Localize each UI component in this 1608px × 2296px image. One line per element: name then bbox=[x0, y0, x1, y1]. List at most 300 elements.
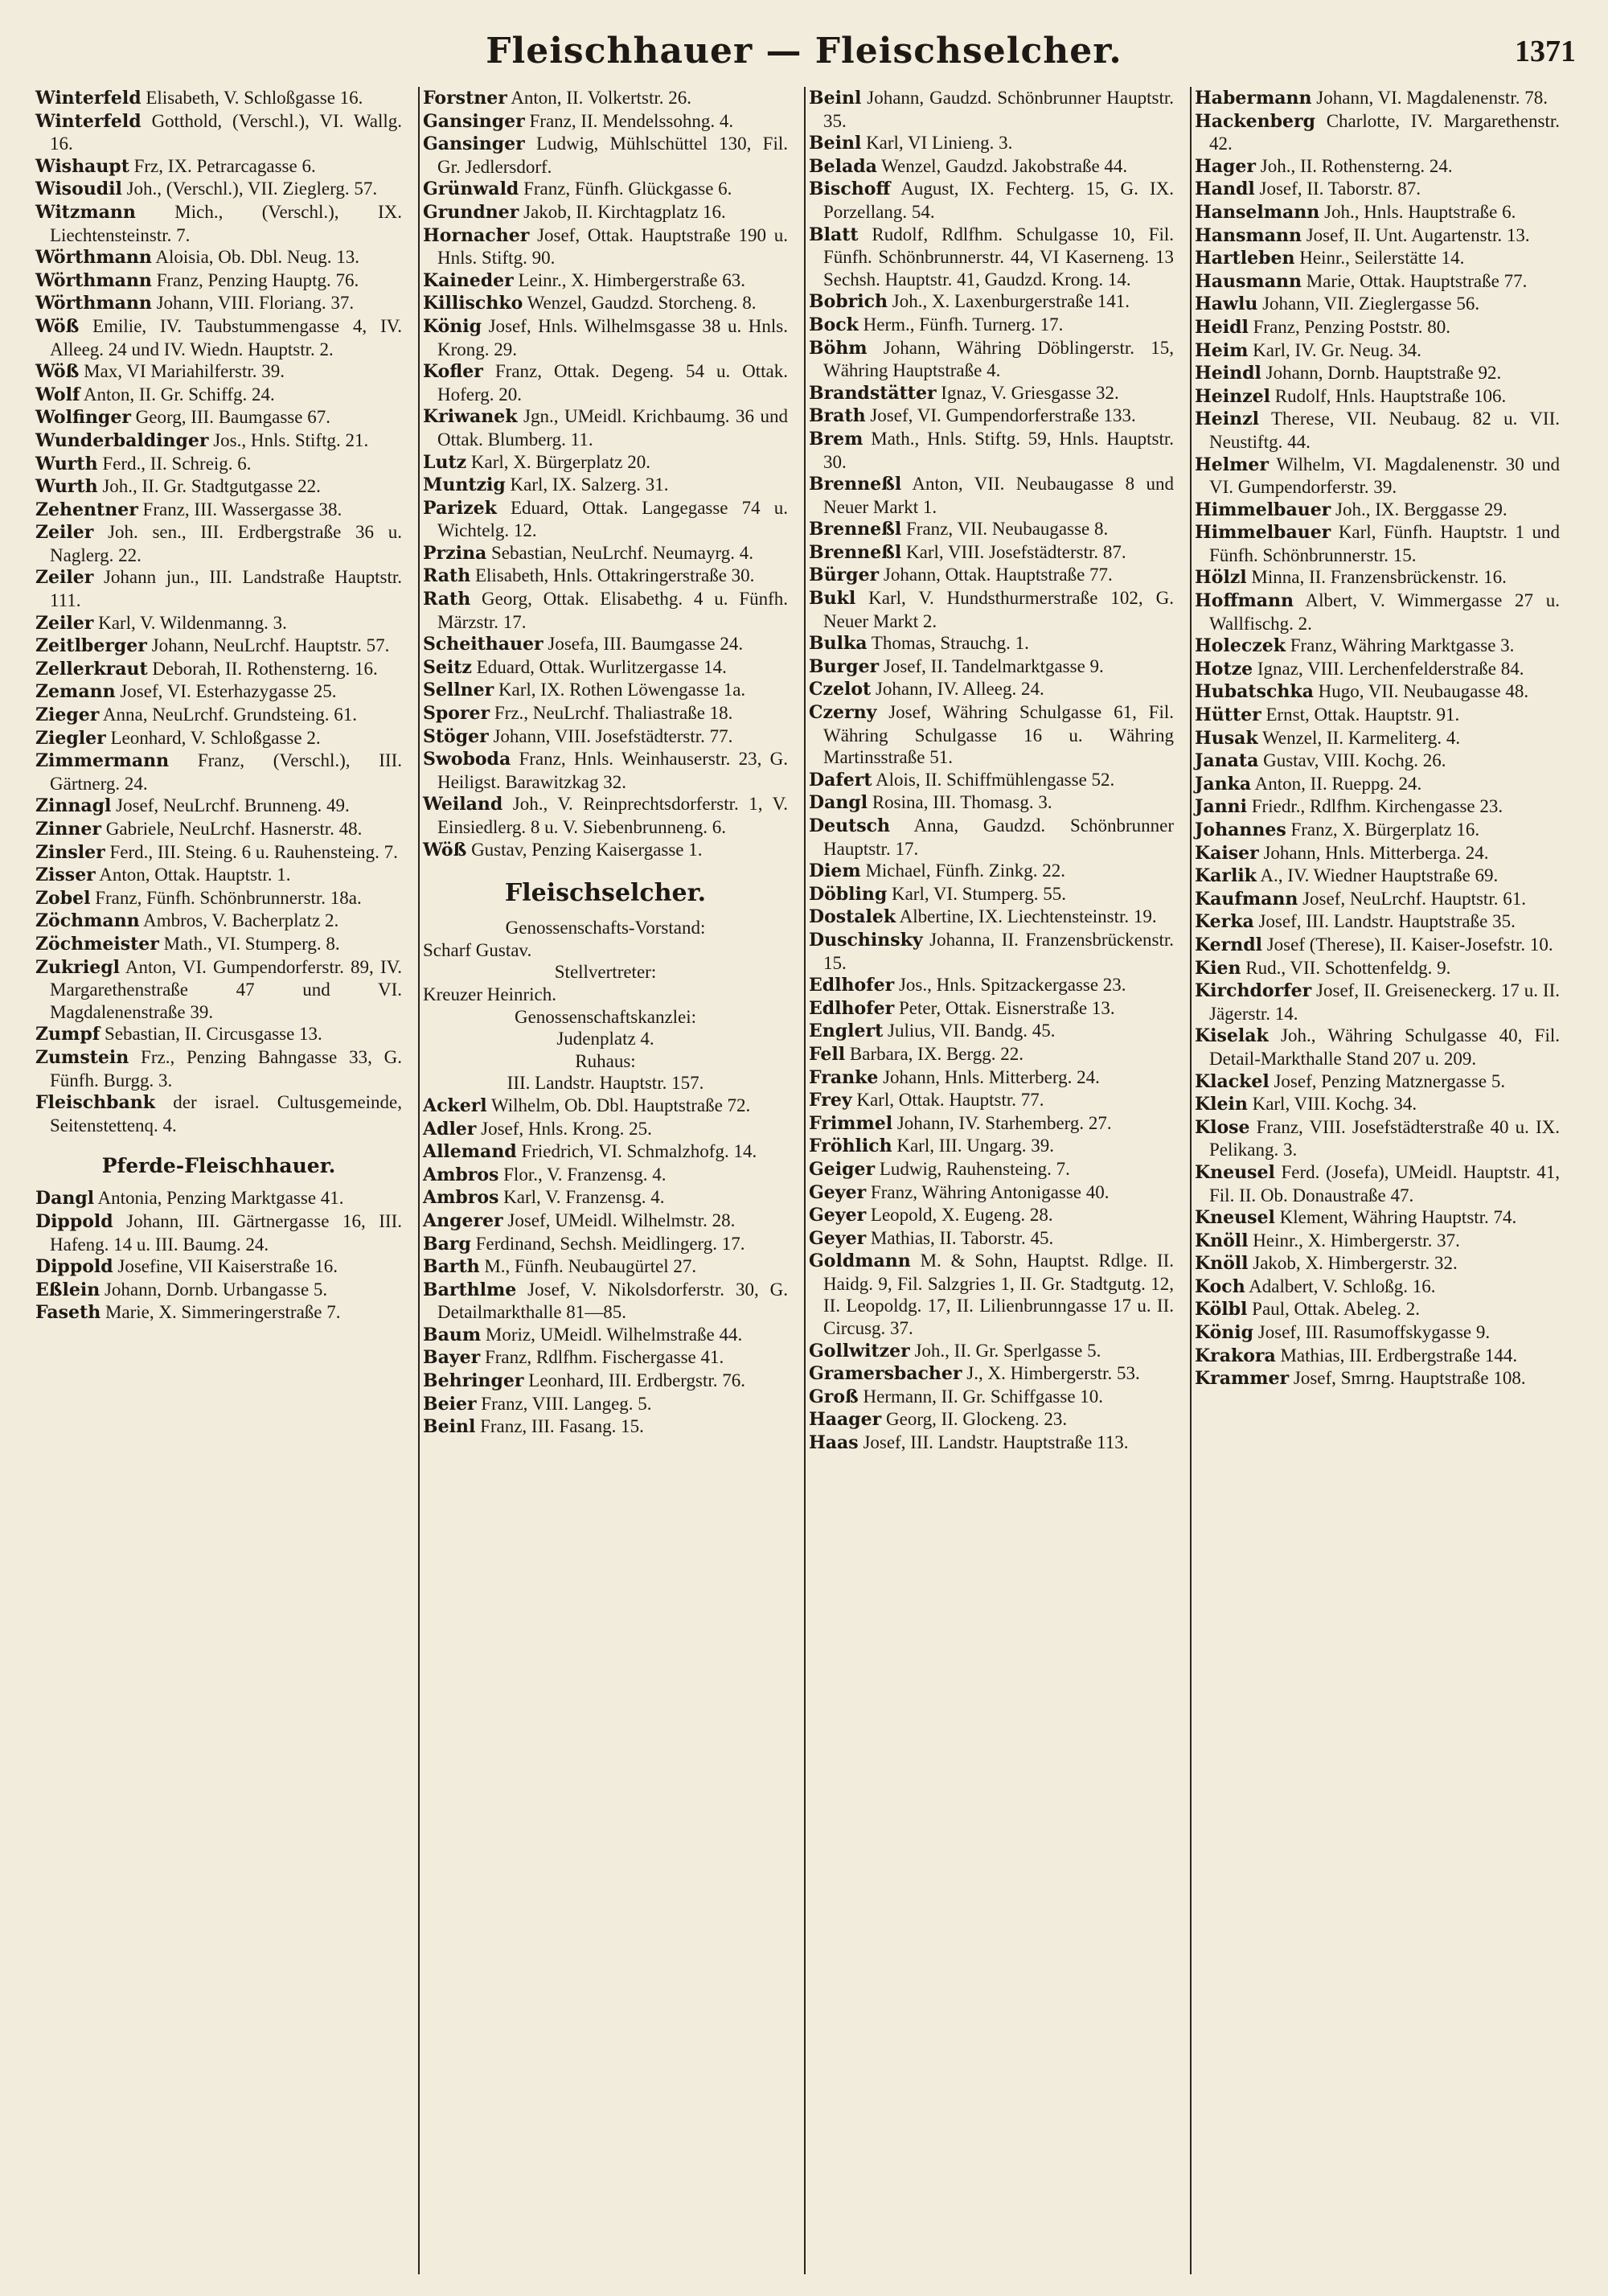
directory-entry bbox=[423, 1233, 788, 1256]
entry-name: Klackel bbox=[1195, 1070, 1270, 1092]
entry-address: Friedrich, VI. Schmalzhofg. 14. bbox=[516, 1141, 757, 1162]
entry-address: Karl, VIII. Kochg. 34. bbox=[1247, 1094, 1417, 1115]
entry-address: Anton, Ottak. Hauptstr. 1. bbox=[95, 865, 291, 885]
entry-name: Hotze bbox=[1195, 658, 1253, 680]
entry-address: Jos., Hnls. Stiftg. 21. bbox=[208, 429, 369, 450]
directory-entry bbox=[423, 1346, 788, 1370]
entry-name: Kaineder bbox=[423, 269, 514, 291]
directory-entry bbox=[35, 453, 402, 476]
entry-name: Wörthmann bbox=[35, 247, 152, 269]
directory-entry bbox=[809, 1020, 1174, 1043]
column-3 bbox=[804, 87, 1182, 2274]
entry-address: Sebastian, NeuLrchf. Neumayrg. 4. bbox=[486, 542, 753, 563]
entry-address: Mich., (Verschl.), IX. Liechtensteinstr. 7. bbox=[50, 201, 402, 245]
entry-name: Kaufmann bbox=[1195, 888, 1298, 910]
entry-address: Ferd., II. Schreig. 6. bbox=[97, 453, 252, 474]
entry-name: Himmelbauer bbox=[1195, 522, 1331, 544]
entry-name: Habermann bbox=[1195, 88, 1312, 109]
directory-entry bbox=[809, 1431, 1174, 1455]
entry-address: Friedr., Rdlfhm. Kirchengasse 23. bbox=[1247, 796, 1503, 817]
directory-entry bbox=[35, 315, 402, 360]
directory-entry bbox=[35, 1301, 402, 1325]
entry-name: Kerndl bbox=[1195, 934, 1262, 955]
entry-address: Antonia, Penzing Marktgasse 41. bbox=[94, 1188, 344, 1209]
entry-name: Gramersbacher bbox=[809, 1363, 962, 1385]
entry-address: Thomas, Strauchg. 1. bbox=[867, 633, 1029, 654]
entry-name: Kirchdorfer bbox=[1195, 980, 1312, 1002]
directory-entry bbox=[1195, 1345, 1560, 1368]
directory-entry bbox=[1195, 727, 1560, 750]
directory-entry bbox=[809, 155, 1174, 179]
entry-name: König bbox=[423, 315, 482, 337]
entry-address: Joh., (Verschl.), VII. Zieglerg. 57. bbox=[121, 179, 378, 199]
directory-entry bbox=[35, 499, 402, 522]
entry-name: Zeiler bbox=[35, 567, 94, 589]
directory-entry bbox=[809, 791, 1174, 815]
directory-entry bbox=[423, 725, 788, 749]
directory-entry bbox=[809, 564, 1174, 587]
entry-address: Karl, IX. Rothen Löwengasse 1a. bbox=[494, 680, 746, 700]
directory-entry bbox=[423, 497, 788, 542]
board-label: Genossenschafts-Vorstand: bbox=[505, 918, 706, 939]
directory-entry bbox=[35, 406, 402, 429]
page-number: 1371 bbox=[1515, 35, 1576, 68]
directory-entry bbox=[809, 290, 1174, 314]
directory-entry bbox=[809, 815, 1174, 860]
entry-address: Johann, VII. Zieglergasse 56. bbox=[1257, 294, 1480, 314]
directory-entry bbox=[809, 382, 1174, 405]
entry-address: Johann, VI. Magdalenenstr. 78. bbox=[1311, 88, 1548, 108]
entry-name: Hackenberg bbox=[1195, 110, 1316, 132]
entry-address: Johann, VIII. Floriang. 37. bbox=[151, 293, 355, 314]
entry-address: Rudolf, Rdlfhm. Schulgasse 10, Fil. Fünfh. Schönbrunnerstr. 44, VI Kaserneng. 13 Sechsh. Hauptstr. 41, Gaudzd. Krong. 14. bbox=[823, 224, 1174, 290]
hall-label: Ruhaus: bbox=[575, 1050, 636, 1071]
entry-address: August, IX. Fechterg. 15, G. IX. Porzellang. 54. bbox=[823, 179, 1174, 222]
directory-entry bbox=[35, 635, 402, 658]
directory-entry bbox=[1195, 293, 1560, 316]
directory-entry bbox=[35, 429, 402, 453]
entry-name: Dippold bbox=[35, 1256, 113, 1278]
entry-name: Wurth bbox=[35, 476, 98, 498]
entry-address: Albertine, IX. Liechtensteinstr. 19. bbox=[896, 906, 1157, 927]
directory-entry bbox=[35, 658, 402, 681]
directory-entry bbox=[423, 315, 788, 360]
entry-name: Brenneßl bbox=[809, 474, 902, 495]
entry-name: Przina bbox=[423, 542, 487, 564]
entry-address: Charlotte, IV. Margarethenstr. 42. bbox=[1209, 110, 1560, 154]
directory-entry bbox=[809, 1043, 1174, 1066]
directory-entry bbox=[1195, 454, 1560, 499]
entry-name: Knöll bbox=[1195, 1253, 1249, 1275]
entry-name: Böhm bbox=[809, 337, 868, 359]
entry-name: Heim bbox=[1195, 339, 1249, 361]
entry-name: Deutsch bbox=[809, 815, 891, 836]
entry-address: Wenzel, Gaudzd. Storcheng. 8. bbox=[523, 293, 757, 314]
entry-name: Bulka bbox=[809, 633, 868, 655]
entry-name: Kiselak bbox=[1195, 1025, 1269, 1047]
entry-name: Angerer bbox=[423, 1210, 503, 1231]
entry-name: Kien bbox=[1195, 957, 1241, 979]
entry-address: Ferd. (Josefa), UMeidl. Hauptstr. 41, Fil. II. Ob. Donaustraße 47. bbox=[1209, 1161, 1560, 1206]
directory-entry bbox=[1195, 1070, 1560, 1094]
entry-address: Franz, X. Bürgerplatz 16. bbox=[1286, 819, 1480, 840]
entry-address: Joh., Hnls. Hauptstraße 6. bbox=[1319, 201, 1516, 222]
entry-name: Behringer bbox=[423, 1370, 524, 1392]
entry-name: Weiland bbox=[423, 794, 503, 815]
entry-address: Josef, II. Unt. Augartenstr. 13. bbox=[1301, 224, 1530, 245]
entry-address: Josef, VI. Esterhazygasse 25. bbox=[115, 681, 337, 702]
entry-address: Therese, VII. Neubaug. 82 u. VII. Neustiftg. 44. bbox=[1209, 409, 1560, 452]
directory-entry bbox=[423, 633, 788, 656]
entry-name: Dangl bbox=[35, 1188, 95, 1210]
entry-address: Franz, III. Wassergasse 38. bbox=[137, 499, 343, 520]
directory-entry bbox=[809, 337, 1174, 382]
directory-entry bbox=[1195, 1275, 1560, 1299]
directory-entry bbox=[35, 933, 402, 956]
entry-name: Witzmann bbox=[35, 201, 136, 223]
entry-address: Johann, Hnls. Mitterberga. 24. bbox=[1258, 842, 1489, 863]
entry-name: Swoboda bbox=[423, 749, 511, 770]
entry-name: Franke bbox=[809, 1066, 879, 1088]
directory-entry bbox=[1195, 1252, 1560, 1275]
entry-address: Karl, V. Franzensg. 4. bbox=[498, 1187, 665, 1208]
entry-name: Geyer bbox=[809, 1205, 867, 1226]
entry-name: Janni bbox=[1195, 796, 1248, 818]
entry-name: Zellerkraut bbox=[35, 658, 148, 680]
entry-address: Franz, Penzing Poststr. 80. bbox=[1248, 316, 1450, 337]
entry-address: Sebastian, II. Circusgasse 13. bbox=[100, 1024, 322, 1045]
entry-address: Anna, Gaudzd. Schönbrunner Hauptstr. 17. bbox=[823, 815, 1174, 859]
directory-entry bbox=[35, 680, 402, 704]
directory-entry bbox=[1195, 155, 1560, 179]
entry-address: Barbara, IX. Bergg. 22. bbox=[845, 1043, 1023, 1064]
entry-name: Wöß bbox=[423, 839, 467, 860]
entry-name: Koch bbox=[1195, 1275, 1245, 1297]
directory-entry bbox=[35, 1091, 402, 1136]
entry-address: Peter, Ottak. Eisnerstraße 13. bbox=[894, 997, 1115, 1018]
directory-entry bbox=[423, 656, 788, 680]
entry-name: Brandstätter bbox=[809, 382, 937, 404]
entry-address: Marie, X. Simmeringerstraße 7. bbox=[100, 1302, 341, 1323]
entry-name: Gansinger bbox=[423, 110, 525, 132]
entry-name: Winterfeld bbox=[35, 110, 142, 132]
directory-entry bbox=[809, 1227, 1174, 1251]
entry-name: Bock bbox=[809, 314, 859, 335]
section-title-fleischselcher: Fleischselcher. bbox=[504, 879, 707, 908]
directory-entry bbox=[1195, 589, 1560, 635]
column-3-entries bbox=[809, 87, 1174, 1455]
entry-name: Hanselmann bbox=[1195, 201, 1320, 223]
entry-name: Bischoff bbox=[809, 179, 891, 200]
entry-address: Josef, II. Tandelmarktgasse 9. bbox=[879, 655, 1104, 676]
entry-address: Moriz, UMeidl. Wilhelmstraße 44. bbox=[481, 1324, 743, 1345]
entry-address: Frz., Penzing Bahngasse 33, G. Fünfh. Burgg. 3. bbox=[50, 1046, 402, 1090]
entry-address: Franz, Penzing Hauptg. 76. bbox=[151, 269, 359, 290]
directory-entry bbox=[1195, 339, 1560, 363]
entry-name: Dippold bbox=[35, 1210, 113, 1232]
column-2-entries bbox=[423, 87, 788, 861]
entry-name: Geyer bbox=[809, 1227, 867, 1249]
directory-entry bbox=[423, 1164, 788, 1187]
office-address: Judenplatz 4. bbox=[556, 1029, 654, 1049]
directory-entry bbox=[423, 1255, 788, 1279]
entry-name: Frimmel bbox=[809, 1112, 893, 1134]
directory-entry bbox=[35, 110, 402, 155]
entry-name: Ambros bbox=[423, 1164, 499, 1185]
directory-entry bbox=[809, 224, 1174, 291]
deputy-label: Stellvertreter: bbox=[554, 962, 657, 983]
entry-name: Bukl bbox=[809, 588, 856, 610]
column-4-entries bbox=[1195, 87, 1560, 1390]
directory-entry bbox=[35, 1023, 402, 1046]
directory-entry bbox=[423, 87, 788, 110]
entry-name: Bobrich bbox=[809, 291, 888, 313]
directory-entry bbox=[809, 87, 1174, 132]
entry-name: Barthlme bbox=[423, 1279, 517, 1300]
entry-address: Karl, Fünfh. Hauptstr. 1 und Fünfh. Schönbrunnerstr. 15. bbox=[1209, 522, 1560, 565]
entry-address: Karl, IX. Salzerg. 31. bbox=[505, 474, 669, 495]
entry-address: Julius, VII. Bandg. 45. bbox=[883, 1021, 1056, 1041]
entry-name: Zimmermann bbox=[35, 750, 170, 772]
entry-address: Anton, II. Rueppg. 24. bbox=[1251, 773, 1422, 794]
entry-address: Hugo, VII. Neubaugasse 48. bbox=[1313, 681, 1529, 702]
entry-address: Josef, NeuLrchf. Hauptstr. 61. bbox=[1298, 888, 1526, 909]
entry-name: Helmer bbox=[1195, 454, 1270, 475]
entry-address: Josef, Penzing Matznergasse 5. bbox=[1269, 1070, 1506, 1091]
entry-address: Josef, Hnls. Krong. 25. bbox=[476, 1118, 652, 1139]
entry-name: Hansmann bbox=[1195, 224, 1302, 246]
directory-entry bbox=[1195, 521, 1560, 566]
directory-entry bbox=[423, 565, 788, 588]
entry-name: Wisoudil bbox=[35, 179, 122, 200]
entry-name: Barg bbox=[423, 1233, 471, 1255]
directory-entry bbox=[35, 566, 402, 611]
directory-entry bbox=[809, 974, 1174, 997]
board-name: Scharf Gustav. bbox=[423, 939, 532, 960]
entry-address: Johann jun., III. Landstraße Hauptstr. 111. bbox=[50, 567, 402, 611]
entry-address: Wilhelm, VI. Magdalenenstr. 30 und VI. Gumpendorferstr. 39. bbox=[1209, 454, 1560, 498]
entry-address: Ludwig, Rauhensteing. 7. bbox=[875, 1158, 1070, 1179]
directory-entry bbox=[1195, 201, 1560, 224]
entry-name: Edlhofer bbox=[809, 975, 895, 996]
entry-name: Klein bbox=[1195, 1094, 1248, 1115]
entry-name: Lutz bbox=[423, 451, 467, 473]
entry-name: Wöß bbox=[35, 315, 80, 337]
entry-address: Johann, Hnls. Mitterberg. 24. bbox=[878, 1066, 1100, 1087]
entry-name: Kriwanek bbox=[423, 406, 518, 428]
entry-address: Joh., II. Rothensterng. 24. bbox=[1256, 155, 1453, 176]
entry-name: Ackerl bbox=[423, 1095, 487, 1116]
directory-entry bbox=[809, 906, 1174, 929]
entry-name: Kerka bbox=[1195, 911, 1254, 933]
directory-entry bbox=[1195, 1206, 1560, 1230]
entry-name: Heindl bbox=[1195, 363, 1261, 384]
entry-name: Belada bbox=[809, 155, 877, 177]
entry-name: Ziegler bbox=[35, 727, 106, 749]
directory-entry bbox=[809, 678, 1174, 701]
entry-name: Forstner bbox=[423, 88, 507, 109]
entry-address: Karl, VIII. Josefstädterstr. 87. bbox=[901, 541, 1126, 562]
entry-address: Joh. sen., III. Erdbergstraße 36 u. Naglerg. 22. bbox=[50, 522, 402, 565]
entry-address: Franz, III. Fasang. 15. bbox=[475, 1416, 644, 1437]
directory-entry bbox=[809, 178, 1174, 223]
entry-name: Zumstein bbox=[35, 1046, 129, 1068]
entry-name: Heinzel bbox=[1195, 385, 1270, 407]
entry-address: Jakob, II. Kirchtagplatz 16. bbox=[519, 201, 726, 222]
entry-name: Bürger bbox=[809, 565, 880, 586]
entry-address: Josef, Ottak. Hauptstraße 190 u. Hnls. Stiftg. 90. bbox=[437, 224, 788, 269]
directory-entry bbox=[35, 521, 402, 566]
directory-entry bbox=[1195, 499, 1560, 522]
entry-address: Josef, II. Greiseneckerg. 17 u. II. Jägerstr. 14. bbox=[1209, 980, 1560, 1024]
entry-name: Haas bbox=[809, 1432, 859, 1454]
entry-address: Joh., II. Gr. Stadtgutgasse 22. bbox=[97, 476, 321, 497]
entry-name: Döbling bbox=[809, 883, 888, 905]
entry-address: Adalbert, V. Schloßg. 16. bbox=[1245, 1275, 1436, 1296]
entry-name: Rath bbox=[423, 565, 471, 587]
entry-name: Hubatschka bbox=[1195, 681, 1314, 703]
directory-entry bbox=[35, 1046, 402, 1091]
directory-entry bbox=[1195, 635, 1560, 658]
directory-entry bbox=[809, 883, 1174, 906]
directory-entry bbox=[35, 727, 402, 750]
entry-address: Rosina, III. Thomasg. 3. bbox=[868, 792, 1052, 813]
entry-name: Zisser bbox=[35, 865, 96, 886]
entry-name: Kneusel bbox=[1195, 1161, 1275, 1183]
directory-entry bbox=[35, 155, 402, 179]
text-columns bbox=[32, 87, 1576, 2274]
section-title-horse-butchers: Pferde-Fleischhauer. bbox=[101, 1154, 336, 1178]
entry-address: Anton, VII. Neubaugasse 8 und Neuer Markt 1. bbox=[823, 474, 1174, 517]
entry-name: Dostalek bbox=[809, 906, 896, 928]
directory-entry bbox=[809, 1340, 1174, 1363]
entry-address: Rud., VII. Schottenfeldg. 9. bbox=[1241, 957, 1451, 978]
directory-entry bbox=[35, 1255, 402, 1279]
entry-address: Jos., Hnls. Spitzackergasse 23. bbox=[894, 975, 1126, 996]
entry-address: Heinr., Seilerstätte 14. bbox=[1294, 248, 1465, 269]
directory-entry bbox=[809, 1386, 1174, 1409]
entry-name: Knöll bbox=[1195, 1230, 1249, 1251]
entry-name: Janata bbox=[1195, 750, 1259, 772]
directory-entry bbox=[809, 473, 1174, 518]
directory-entry bbox=[1195, 1298, 1560, 1321]
entry-address: Josef, Währing Schulgasse 61, Fil. Währing Schulgasse 16 u. Währing Martinsstraße 51. bbox=[823, 702, 1174, 768]
entry-address: Aloisia, Ob. Dbl. Neug. 13. bbox=[151, 247, 359, 268]
entry-address: Ambros, V. Bacherplatz 2. bbox=[139, 910, 339, 931]
entry-name: Zöchmann bbox=[35, 910, 140, 932]
entry-name: Zöchmeister bbox=[35, 933, 159, 955]
column-1-entries bbox=[35, 87, 402, 1136]
directory-entry bbox=[1195, 865, 1560, 888]
entry-address: Minna, II. Franzensbrückenstr. 16. bbox=[1246, 567, 1507, 588]
page-header bbox=[32, 24, 1576, 88]
directory-entry bbox=[1195, 1321, 1560, 1345]
entry-address: Franz, Rdlfhm. Fischergasse 41. bbox=[480, 1347, 724, 1368]
entry-address: Josef, III. Landstr. Hauptstraße 35. bbox=[1253, 911, 1516, 932]
entry-address: Josef, III. Rasumoffskygasse 9. bbox=[1253, 1322, 1491, 1343]
entry-address: Karl, Ottak. Hauptstr. 77. bbox=[851, 1090, 1044, 1111]
directory-entry bbox=[809, 1089, 1174, 1112]
directory-entry bbox=[1195, 910, 1560, 934]
running-title: Fleischhauer — Fleischselcher. bbox=[486, 31, 1122, 72]
entry-address: Georg, Ottak. Elisabethg. 4 u. Fünfh. Märzstr. 17. bbox=[437, 589, 788, 632]
entry-name: Beinl bbox=[423, 1416, 476, 1438]
entry-address: Paul, Ottak. Abeleg. 2. bbox=[1247, 1299, 1421, 1320]
directory-entry bbox=[423, 702, 788, 725]
directory-entry bbox=[35, 201, 402, 246]
entry-address: Ignaz, V. Griesgasse 32. bbox=[936, 382, 1119, 403]
entry-address: Franz, Währing Antonigasse 40. bbox=[866, 1181, 1110, 1202]
directory-entry bbox=[423, 1186, 788, 1210]
directory-entry bbox=[809, 1112, 1174, 1136]
entry-address: Karl, VI. Stumperg. 55. bbox=[887, 883, 1066, 904]
entry-address: Alois, II. Schiffmühlengasse 52. bbox=[872, 769, 1115, 790]
entry-address: Marie, Ottak. Hauptstraße 77. bbox=[1301, 270, 1528, 291]
entry-name: Kofler bbox=[423, 361, 483, 383]
entry-address: A., IV. Wiedner Hauptstraße 69. bbox=[1256, 865, 1499, 886]
entry-name: Kaiser bbox=[1195, 842, 1259, 864]
entry-name: Krakora bbox=[1195, 1345, 1276, 1366]
entry-name: Zieger bbox=[35, 704, 100, 726]
directory-entry bbox=[809, 1250, 1174, 1339]
entry-name: Karlik bbox=[1195, 865, 1257, 887]
entry-name: Brenneßl bbox=[809, 519, 902, 540]
entry-address: Mathias, III. Erdbergstraße 144. bbox=[1275, 1345, 1518, 1366]
entry-address: Mathias, II. Taborstr. 45. bbox=[866, 1227, 1054, 1248]
entry-address: Albert, V. Wimmergasse 27 u. Wallfischg. 2. bbox=[1209, 590, 1560, 634]
entry-address: Franz, Fünfh. Schönbrunnerstr. 18a. bbox=[90, 887, 362, 908]
directory-entry bbox=[1195, 566, 1560, 589]
entry-address: Gabriele, NeuLrchf. Hasnerstr. 48. bbox=[101, 819, 363, 839]
column-2 bbox=[418, 87, 796, 2274]
entry-name: Kneusel bbox=[1195, 1207, 1275, 1229]
entry-address: Klement, Währing Hauptstr. 74. bbox=[1274, 1207, 1517, 1228]
directory-entry bbox=[35, 750, 402, 795]
entry-address: Jgn., UMeidl. Krichbaumg. 36 und Ottak. Blumberg. 11. bbox=[437, 406, 788, 450]
entry-name: Wörthmann bbox=[35, 269, 152, 291]
entry-name: Gansinger bbox=[423, 133, 525, 155]
directory-entry bbox=[1195, 178, 1560, 201]
entry-address: Ludwig, Mühlschüttel 130, Fil. Gr. Jedlersdorf. bbox=[437, 133, 788, 177]
directory-entry bbox=[809, 1135, 1174, 1158]
entry-name: Wolfinger bbox=[35, 407, 131, 429]
entry-name: Wunderbaldinger bbox=[35, 429, 209, 451]
directory-entry bbox=[1195, 658, 1560, 681]
directory-entry bbox=[809, 428, 1174, 473]
directory-entry bbox=[809, 1181, 1174, 1205]
entry-address: Karl, III. Ungarg. 39. bbox=[892, 1136, 1055, 1156]
directory-entry bbox=[809, 1204, 1174, 1227]
directory-entry bbox=[35, 1279, 402, 1302]
entry-address: Elisabeth, Hnls. Ottakringerstraße 30. bbox=[470, 565, 755, 586]
entry-name: Stöger bbox=[423, 725, 489, 747]
directory-entry bbox=[1195, 680, 1560, 704]
directory-entry bbox=[809, 132, 1174, 155]
entry-address: Anton, VI. Gumpendorferstr. 89, IV. Margarethenstraße 47 und VI. Magdalenenstraße 39. bbox=[50, 956, 402, 1022]
entry-address: Franz, Fünfh. Glückgasse 6. bbox=[519, 179, 732, 199]
entry-name: Hager bbox=[1195, 155, 1257, 177]
entry-name: Frey bbox=[809, 1090, 852, 1111]
entry-name: Beinl bbox=[809, 88, 862, 109]
directory-entry bbox=[809, 314, 1174, 337]
entry-name: Czelot bbox=[809, 679, 872, 700]
entry-name: Handl bbox=[1195, 179, 1255, 200]
entry-name: Klose bbox=[1195, 1116, 1250, 1138]
entry-address: Heinr., X. Himbergerstr. 37. bbox=[1248, 1230, 1460, 1251]
entry-name: Adler bbox=[423, 1118, 477, 1140]
entry-address: Josef, V. Nikolsdorferstr. 30, G. Detailmarkthalle 81—85. bbox=[437, 1279, 788, 1323]
entry-name: Zemann bbox=[35, 681, 116, 703]
